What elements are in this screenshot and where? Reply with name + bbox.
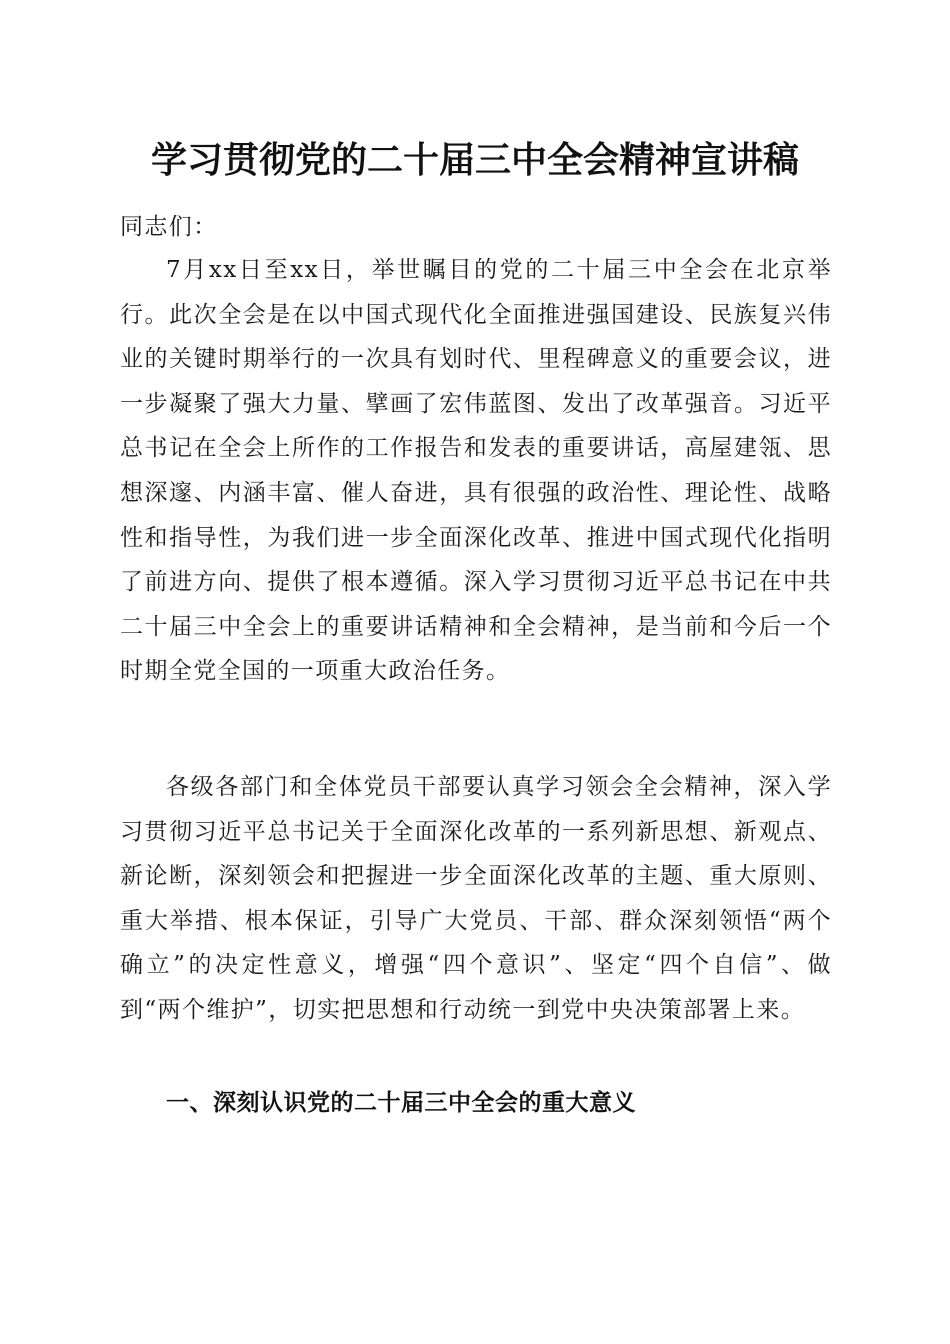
- document-title: 学习贯彻党的二十届三中全会精神宣讲稿: [150, 139, 799, 181]
- paragraph-2: 各级各部门和全体党员干部要认真学习领会全会精神，深入学习贯彻习近平总书记关于全面深化改革的一系列新思想、新观点、新论断，深刻领会和把握进一步全面深化改革的主题、重大原则、重大举措、根本保证，引导广大党员、干部、群众深刻领悟“两个确立”的决定性意义，增强“四个意识”、坚定“四个自信”、做到“两个维护”，切实把思想和行动统一到党中央决策部署上来。: [120, 774, 832, 1023]
- salutation: 同志们：: [120, 214, 218, 240]
- section-heading: 一、深刻认识党的二十届三中全会的重大意义: [166, 1090, 636, 1116]
- paragraph-1: 7月xx日至xx日，举世瞩目的党的二十届三中全会在北京举行。此次全会是在以中国式现代化全面推进强国建设、民族复兴伟业的关键时期举行的一次具有划时代、里程碑意义的重要会议，进一步凝聚了强大力量、擘画了宏伟蓝图、发出了改革强音。习近平总书记在全会上所作的工作报告和发表的重要讲话，高屋建瓴、思想深邃、内涵丰富、催人奋进，具有很强的政治性、理论性、战略性和指导性，为我们进一步全面深化改革、推进中国式现代化指明了前进方向、提供了根本遵循。深入学习贯彻习近平总书记在中共二十届三中全会上的重要讲话精神和全会精神，是当前和今后一个时期全党全国的一项重大政治任务。: [120, 257, 832, 685]
